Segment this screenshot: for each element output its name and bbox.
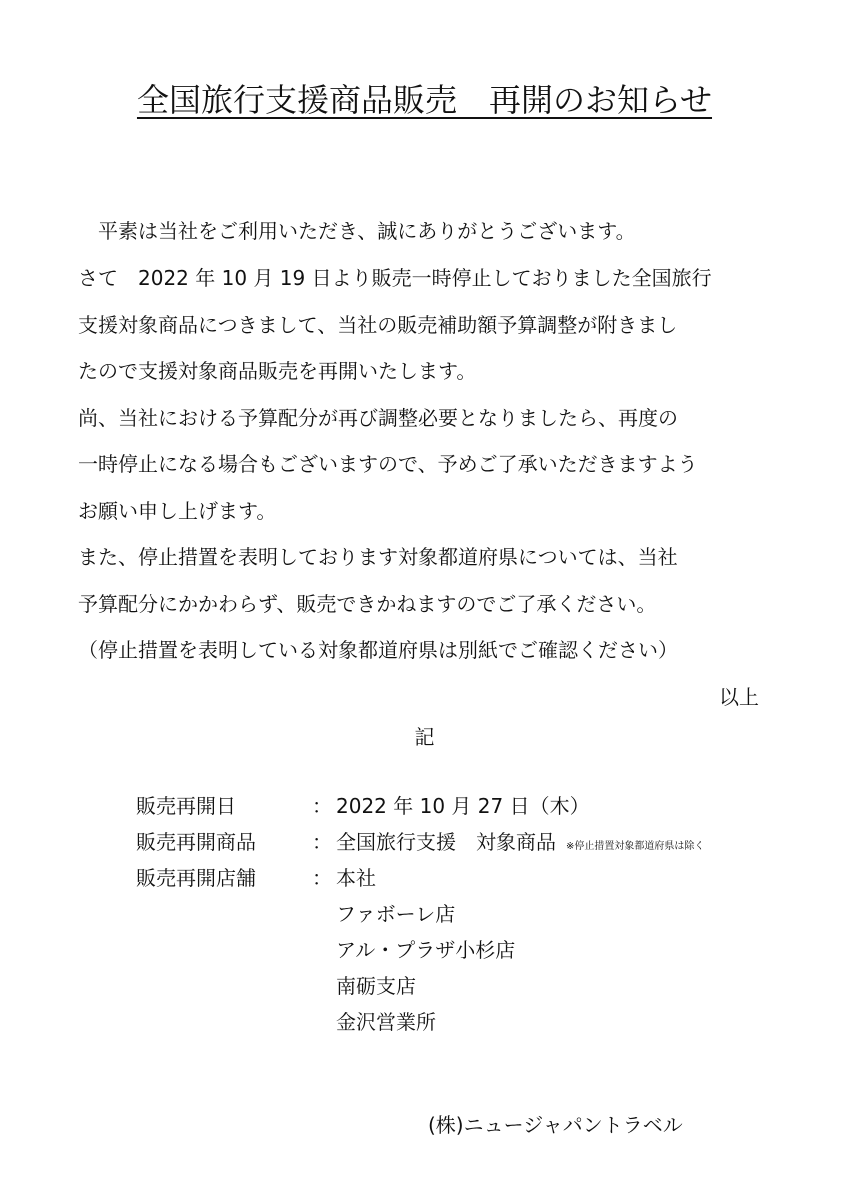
body-line: 尚、当社における予算配分が再び調整必要となりましたら、再度の: [78, 406, 678, 430]
company-name: (株)ニュージャパントラベル: [428, 1113, 683, 1137]
reopen-date-label: 販売再開日: [136, 794, 236, 818]
closing-text: 以上: [719, 685, 759, 709]
body-line: 予算配分にかかわらず、販売できかねますのでご了承ください。: [78, 592, 657, 616]
page-title: [0, 80, 849, 120]
body-line: また、停止措置を表明しております対象都道府県については、当社: [78, 545, 678, 569]
colon: ：: [312, 866, 332, 890]
ki-heading: 記: [414, 725, 435, 749]
product-note: ※停止措置対象都道府県は除く: [566, 841, 705, 852]
body-line: 支援対象商品につきまして、当社の販売補助額予算調整が附きまし: [78, 313, 678, 337]
reopen-product-value: [336, 829, 704, 860]
store-item: 本社: [336, 866, 376, 890]
reopen-product-label: 販売再開商品: [136, 830, 256, 854]
store-item: 金沢営業所: [336, 1010, 436, 1034]
body-line: 一時停止になる場合もございますので、予めご了承いただきますよう: [78, 452, 698, 476]
title-text: 全国旅行支援商品販売 再開のお知らせ: [136, 81, 713, 119]
body-line: お願い申し上げます。: [78, 499, 277, 523]
body-line: たので支援対象商品販売を再開いたします。: [78, 359, 477, 383]
colon: ：: [312, 794, 332, 818]
body-line: （停止措置を表明している対象都道府県は別紙でご確認ください）: [78, 638, 678, 662]
store-item: アル・プラザ小杉店: [336, 938, 516, 962]
reopen-date-value: 2022 年 10 月 27 日（木）: [336, 794, 590, 818]
body-line: さて 2022 年 10 月 19 日より販売一時停止しておりました全国旅行: [78, 266, 712, 290]
colon: ：: [312, 830, 332, 854]
store-item: 南砺支店: [336, 974, 416, 998]
reopen-stores-label: 販売再開店舗: [136, 866, 256, 890]
body-line: 平素は当社をご利用いただき、誠にありがとうございます。: [78, 219, 636, 243]
store-item: ファボーレ店: [336, 902, 456, 926]
product-value-text: 全国旅行支援 対象商品: [336, 830, 556, 854]
